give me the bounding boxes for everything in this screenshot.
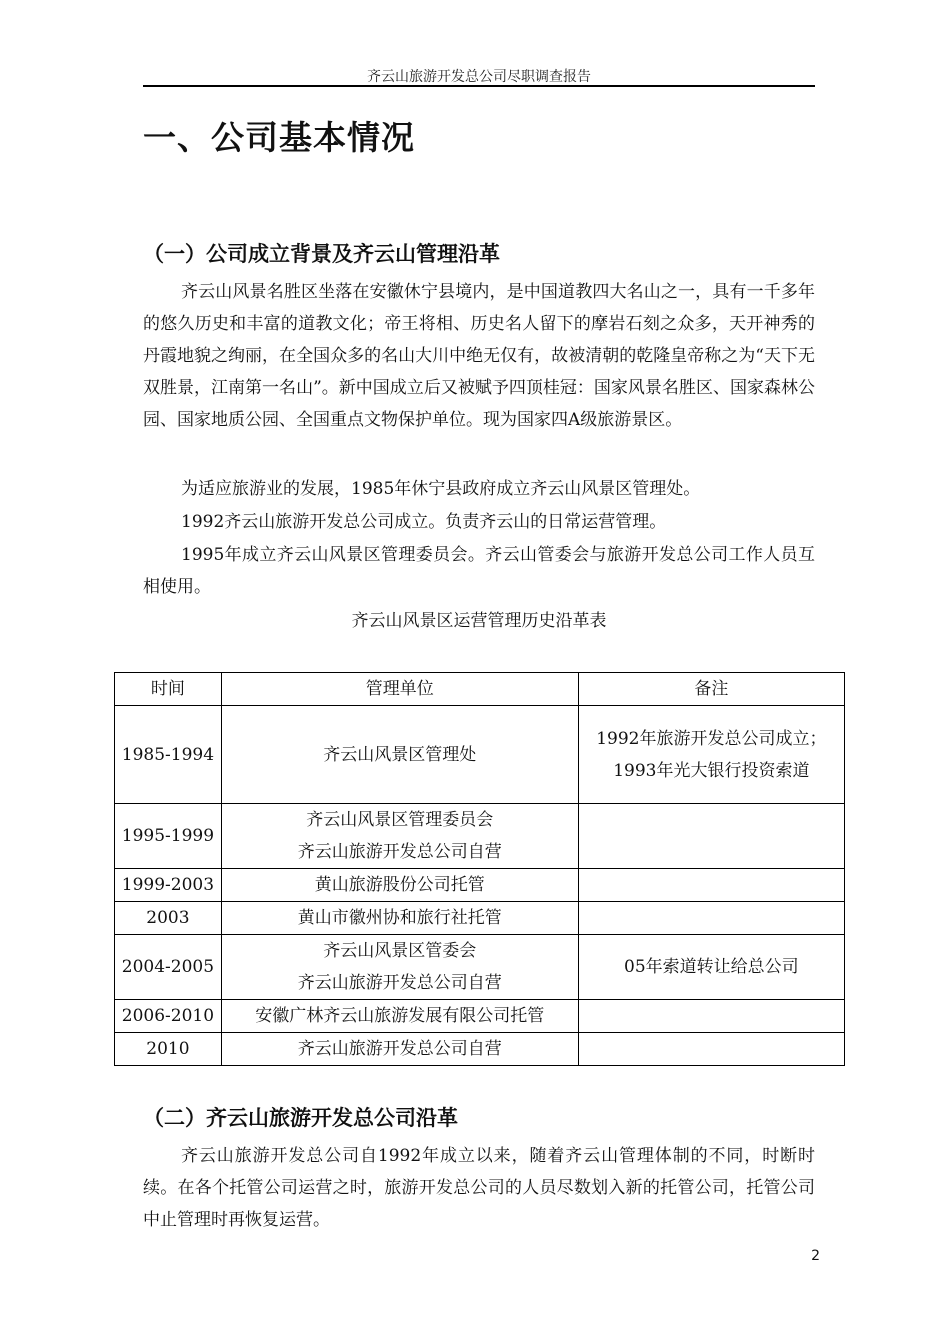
table-row <box>115 902 845 935</box>
unit-line: 齐云山风景区管理处 <box>323 744 477 765</box>
history-table <box>114 672 845 1066</box>
cell-note <box>578 1000 844 1033</box>
table-row <box>115 935 845 1000</box>
cell-time: 2003 <box>115 902 222 935</box>
cell-time: 2006-2010 <box>115 1000 222 1033</box>
table-row <box>115 1033 845 1066</box>
cell-time: 1985-1994 <box>115 706 222 804</box>
unit-line: 齐云山旅游开发总公司自营 <box>297 1039 502 1059</box>
cell-note <box>578 902 844 935</box>
page-title: 一、公司基本情况 <box>143 118 415 157</box>
cell-note <box>578 804 844 869</box>
section-1-paragraph-1: 齐云山风景名胜区坐落在安徽休宁县境内，是中国道教四大名山之一，具有一千多年的悠久历史和丰富的道教文化；帝王将相、历史名人留下的摩岩石刻之众多，天开神秀的丹霞地貌之绚丽，在全国众多的名山大川中绝无仅有，故被清朝的乾隆皇帝称之为“天下无双胜景，江南第一名山”。新中国成立后又被赋予四顶桂冠：国家风景名胜区、国家森林公园、国家地质公园、全国重点文物保护单位。现为国家四A级旅游景区。 <box>143 282 815 430</box>
cell-unit <box>221 804 578 869</box>
header-rule <box>143 85 815 87</box>
cell-unit <box>221 1033 578 1066</box>
table-caption: 齐云山风景区运营管理历史沿革表 <box>351 611 607 631</box>
cell-unit <box>221 935 578 1000</box>
cell-unit <box>221 706 578 804</box>
section-1-paragraph-2: 为适应旅游业的发展，1985年休宁县政府成立齐云山风景区管理处。 <box>181 479 701 499</box>
table-header-row <box>115 673 845 706</box>
section-1-paragraph-3: 1992齐云山旅游开发总公司成立。负责齐云山的日常运营管理。 <box>181 512 667 532</box>
table-row <box>115 1000 845 1033</box>
cell-unit <box>221 869 578 902</box>
header-note: 备注 <box>578 673 844 706</box>
unit-line: 黄山市徽州协和旅行社托管 <box>297 908 502 928</box>
cell-note: 1992年旅游开发总公司成立；1993年光大银行投资索道 <box>578 706 844 804</box>
unit-line: 安徽广林齐云山旅游发展有限公司托管 <box>255 1006 545 1026</box>
unit-line: 齐云山风景区管委会 <box>323 941 477 961</box>
section-2-paragraph-1: 齐云山旅游开发总公司自1992年成立以来，随着齐云山管理体制的不同，时断时续。在各个托管公司运营之时，旅游开发总公司的人员尽数划入新的托管公司，托管公司中止管理时再恢复运营。 <box>143 1146 815 1230</box>
running-header: 齐云山旅游开发总公司尽职调查报告 <box>367 69 591 85</box>
page-number: 2 <box>811 1248 820 1264</box>
section-1-heading: （一）公司成立背景及齐云山管理沿革 <box>143 242 500 266</box>
table-row <box>115 869 845 902</box>
cell-note <box>578 869 844 902</box>
cell-time: 1995-1999 <box>115 804 222 869</box>
unit-line: 齐云山旅游开发总公司自营 <box>297 973 502 993</box>
section-1-paragraph-4: 1995年成立齐云山风景区管理委员会。齐云山管委会与旅游开发总公司工作人员互相使用。 <box>143 545 815 597</box>
unit-line: 黄山旅游股份公司托管 <box>314 875 485 895</box>
unit-line: 齐云山风景区管理委员会 <box>306 810 494 830</box>
cell-note <box>578 1033 844 1066</box>
cell-unit <box>221 902 578 935</box>
header-unit: 管理单位 <box>221 673 578 706</box>
table-row <box>115 706 845 804</box>
table-row <box>115 804 845 869</box>
cell-time: 1999-2003 <box>115 869 222 902</box>
unit-line: 齐云山旅游开发总公司自营 <box>297 842 502 862</box>
header-time: 时间 <box>115 673 222 706</box>
cell-time: 2010 <box>115 1033 222 1066</box>
cell-time: 2004-2005 <box>115 935 222 1000</box>
cell-note: 05年索道转让给总公司 <box>578 935 844 1000</box>
section-2-heading: （二）齐云山旅游开发总公司沿革 <box>143 1106 458 1130</box>
cell-unit <box>221 1000 578 1033</box>
